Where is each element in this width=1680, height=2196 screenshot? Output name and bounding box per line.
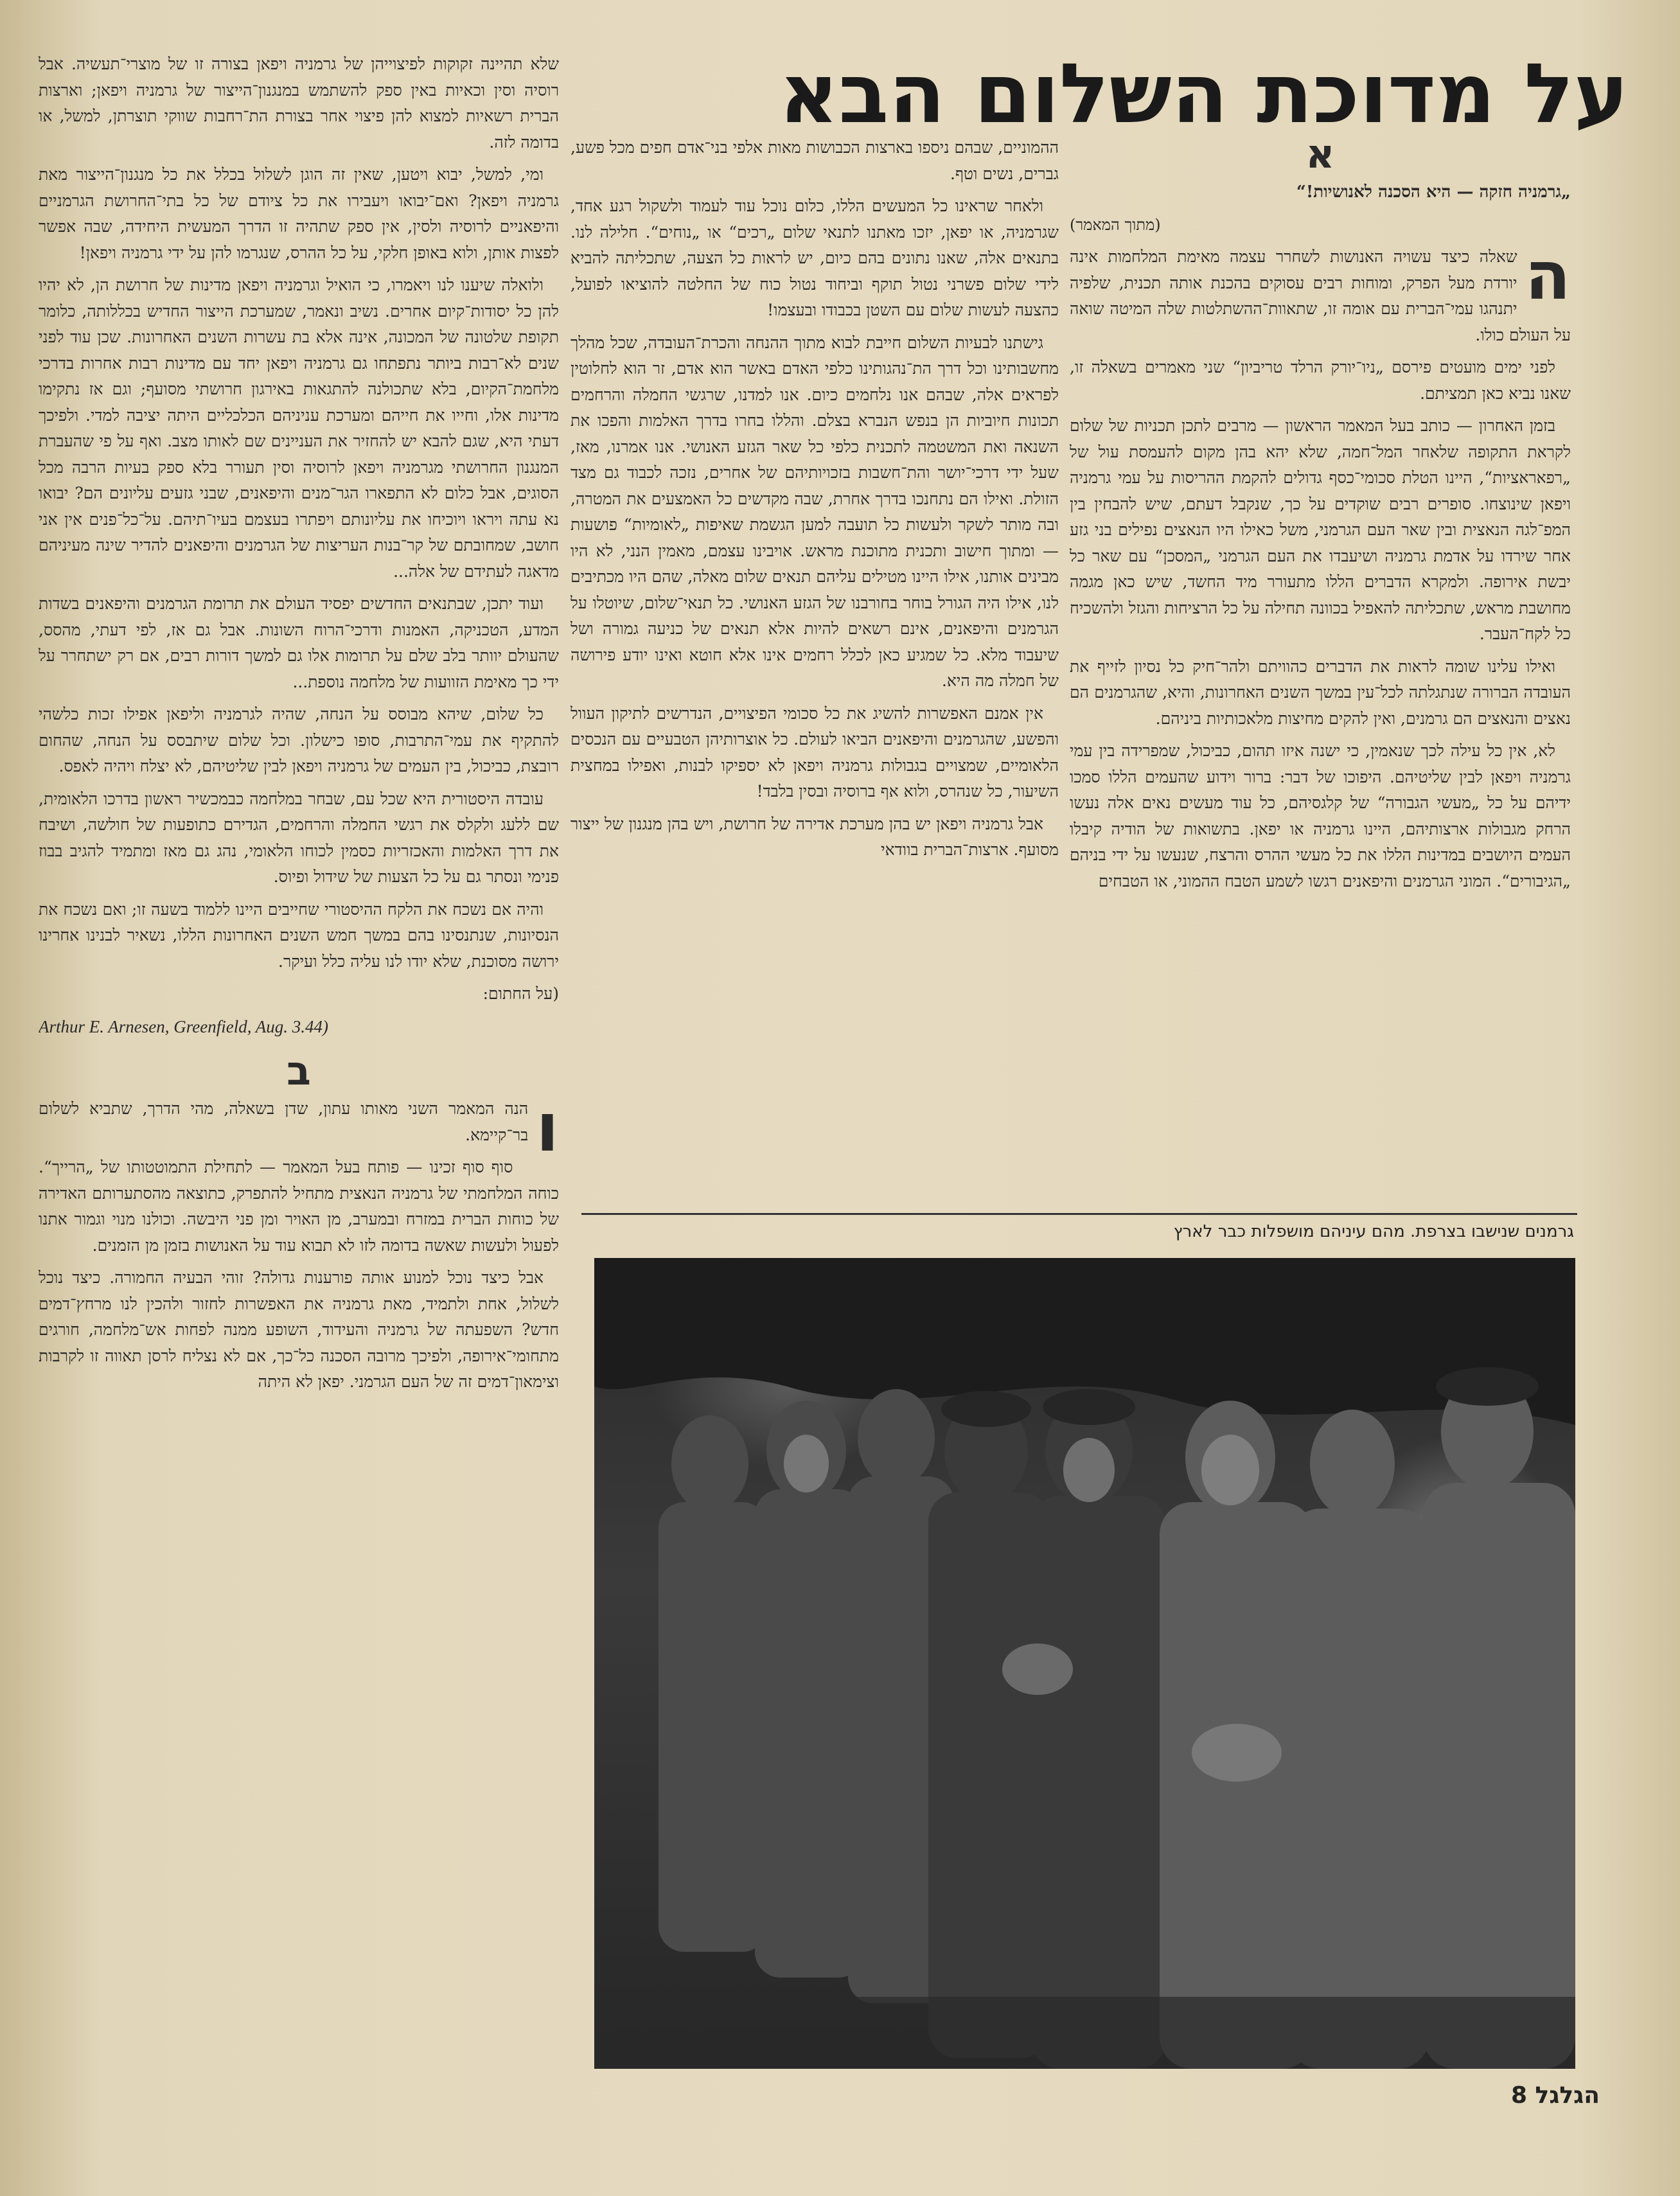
drop-cap: ו bbox=[536, 1088, 559, 1167]
paragraph: שלא תהיינה זקוקות לפיצוייהן של גרמניה ויפאן בצורה זו של מוצרי־תעשיה. אבל רוסיה וסין וכאיות באין ספק להשתמש במנגנון־הייצור של גרמניה ויפאן; וארצות הברית רשאיות למצוא להן פיצוי אחר בצורת הת־רחבות שווקי תוצרתן, למשל, או בדומה לזה. bbox=[39, 55, 559, 152]
paragraph: אבל כיצד נוכל למנוע אותה פורענות גדולה? זוהי הבעיה החמורה. כיצד נוכל לשלול, אחת ולתמיד, מאת גרמניה את האפשרות לחזור ולהכין לנו מרחץ־דמים חדש? השפעתה של גרמניה והעידוד, השופע ממנה לפחות אש־מלחמה, חורגים מתחומי־אירופה, ולפיכך מרובה הסכנה כל־כך, אם לא נצליח לרסן תאווה זו לקרבות וצימאון־דמים זה של העם הגרמני. יפאן לא היתה bbox=[39, 1268, 559, 1391]
paragraph: ועוד יתכן, שבתנאים החדשים יפסיד העולם את תרומת הגרמנים והיפאנים בשדות המדע, הטכניקה, האמנות ודרכי־הרוח השונות. אבל גם אז, לפי דעתי, מהסס, שהעולם יוותר בלב שלם על תרומות אלו גם למשך דורות רבים, אם רק ישתחרר על ידי כך מאימת הזוועות של מלחמה נוספת... bbox=[39, 594, 559, 691]
column-2 bbox=[570, 135, 1059, 1205]
drop-cap: ה bbox=[1525, 236, 1571, 315]
paragraph: כל שלום, שיהא מבוסס על הנחה, שהיה לגרמניה וליפאן אפילו זכות כלשהי להתקיף את עמי־התרבות, סופו כישלון. וכל שלום שיתבסס על הנחה, שהחום רובצת, כביכול, בין העמים של גרמניה ויפאן לבין שליטיהם, לא יצלח ויהיה לאפס. bbox=[39, 705, 559, 775]
paragraph: גישתנו לבעיות השלום חייבת לבוא מתוך ההנחה והכרת־העובדה, שכל מהלך מחשבותינו וכל דרך הת־נהגותינו כלפי האדם באשר הוא אדם, זר הוא לחלוטין לפראים אלה, שבהם אנו נלחמים כיום. אנו למדנו, שרגשי החמלה והרחמים תכונות חיוביות הן בנפש הנברא בצלם. והללו בחרו בדרך האלמות והפכו את השנאה ואת המשטמה לתכנית כלפי כל שאר הגזע האנושי. אנו אמרנו, מאז, שעל ידי דרכי־יושר והת־חשבות בזכויותיהם של אחרים, נזכה לכבוד גם מצד הזולת. ואילו הם נתחנכו בדרך אחרת, שבה מקדשים כל האמצעים את המטרה, ובה מותר לשקר ולעשות כל תועבה למען הגשמת שאיפות „לאומיות“ פושעות — ומתוך חישוב ותכנית מתוכנת מראש. אויבינו עצמם, מאמין הנני, לא היו מבינים אותנו, אילו היינו מטילים עליהם תנאים שלום מאלה, שהם היו מכתיבים לנו, אילו היה הגורל בוחר בחורבנו של הגזע האנושי. כל תנאי־שלום, שיוטלו על הגרמנים והיפאנים, אינם רשאים להיות אלא תנאים של כניעה גמורה ושל שיעבוד מלא. כל שמגיע כאן לכלל רחמים אינו אלא חוטא ואינו יודע פירושה של חמלה מה היא. bbox=[570, 333, 1059, 690]
column-1 bbox=[1070, 132, 1571, 1211]
paragraph: ו הנה המאמר השני מאותו עתון, שדן בשאלה, מהי הדרך, שתביא לשלום בר־קיימא. bbox=[39, 1088, 559, 1167]
paragraph: ולאחר שראינו כל המעשים הללו, כלום נוכל עוד לעמוד ולשקול רגע אחד, שגרמניה, או יפאן, יזכו מאתנו לתנאי שלום „רכים“ או „נוחים“. חלילה לנו. בתנאים אלה, שאנו נתונים בהם כיום, יש לראות כל הצעה, שתכליתה להביא לידי שלום פשרני נטול תוקף וביחוד נטול כוח של החלטה להוציאו לפועל, כהצעה לעשות שלום עם השטן בכבודו ובעצמו! bbox=[570, 197, 1059, 319]
paragraph: עובדה היסטורית היא שכל עם, שבחר במלחמה כבמכשיר ראשון בדרכו הלאומית, שם ללעג ולקלס את רגשי החמלה והרחמים, הגדירם כתופעות של חולשה, ושיבח את דרך האלמות והאכזריות כסמין לכוחו הלאומי, נהג גם מאז ומתמיד להגיב בבוז פנימי ונסתר גם על כל הצעות של שידול ופיוס. bbox=[39, 789, 559, 886]
section-letter-b: ב bbox=[287, 1047, 311, 1094]
section-a-source-note: (מתוך המאמר) bbox=[1070, 215, 1161, 234]
paragraph: ולואלה שיענו לנו ויאמרו, כי הואיל וגרמניה ויפאן מדינות של חרושת הן, לא יהיו להן כל יסודות־קיום אחרים. נשיב ונאמר, שמערכת הייצור החדיש בכללותה, כלומר תקופת שלטונה של המכונה, אינה אלא בת עשרות השנים האחרונות. שכן עוד לפני שנים לא־רבות ביותר נתפתחו גם גרמניה ויפאן יחד עם מדינות רבות אחרות בדרכי מלחמת־הקיום, בלא שתכולנה להתגאות באירגון חרושתי מסועף; וגם אז נתקימו מדינות אלו, וחייו את חייהם ומערכת עניניהם הכלכליים היתה יציבה למדי. ולפיכך דעתי היא, שגם להבא יש להחזיר את העניינים שם לאותו מצב. ואף על פי שהעברת המנגנון החרושתי מגרמניה ויפאן לרוסיה וסין תעורר בלא ספק בעיות הרבה מכל הסוגים, אבל כלום לא התפארו הגר־מנים והיפאנים, שבני גזעים עליונים הם? יבואו נא עתה ויראו ויוכיחו את עליונותם ויפתרו בעצמם בעיו־תיהם. על־כל־פנים אין אני חושב, שמחובתם של קר־בנות העריצות של הגרמנים והיפאנים להדיר שינה מעיניהם מדאגה לעתידם של אלה... bbox=[39, 276, 559, 581]
section-letter-a: א bbox=[1305, 132, 1335, 177]
paragraph: אבל גרמניה ויפאן יש בהן מערכת אדירה של חרושת, ויש בהן מנגנון של ייצור מסועף. ארצות־הברית בוודאי bbox=[570, 814, 1059, 859]
column-3 bbox=[39, 51, 559, 2107]
paragraph: לפני ימים מועטים פירסם „ניו־יורק הרלד טריביון“ שני מאמרים בשאלה זו, שאנו נביא כאן תמציתם. bbox=[1070, 358, 1571, 403]
paragraph: ומי, למשל, יבוא ויטען, שאין זה הוגן לשלול בכלל את כל מנגנון־הייצור מאת גרמניה ויפאן? ואם־יבואו ויעבירו את כל ציודם של כל בתי־החרושת הגרמניים והיפאניים לרוסיה ולסין, אין ספק שתהיה זו הדרך המעשית היחידה, שבה אפשר לפצות אותן, ולוא באופן חלקי, על כל ההרס, שנגרמו להן על ידי גרמניה ויפאן! bbox=[39, 165, 559, 262]
article-title: על מדוכת השלום הבא bbox=[779, 46, 1629, 142]
paragraph: ההמוניים, שבהם ניספו בארצות הכבושות מאות אלפי בני־אדם חפים מכל פשע, גברים, נשים וטף. bbox=[570, 138, 1059, 183]
byline: Arthur E. Arnesen, Greenfield, Aug. 3.44) bbox=[39, 1016, 328, 1036]
signature-note: (על החתום: bbox=[482, 984, 559, 1003]
paragraph: ה שאלה כיצד עשויה האנושות לשחרר עצמה מאימת המלחמות אינה יורדת מעל הפרק, ומוחות רבים עסוקים בהכנת אותה תכנית, שלפיה יתנהגו עמי־הברית עם אומה זו, שתאוות־ההשתלטות שלה המיטה שואה על העולם כולו. bbox=[1070, 236, 1571, 344]
paragraph: אין אמנם האפשרות להשיג את כל סכומי הפיצויים, הנדרשים לתיקון העוול והפשע, שהגרמנים והיפאנים הביאו לעולם. כל אוצרותיהן הטבעיים עם הנכסים הלאומיים, שמצויים בגבולות גרמניה ויפאן לא יספיקו לבנות, ואפילו במחצית השיעור, כל שנהרס, ולוא אף ברוסיה ובסין בלבד! bbox=[570, 704, 1059, 801]
paragraph: ואילו עלינו שומה לראות את הדברים כהוויתם ולהר־חיק כל נסיון לזייף את העובדה הברורה שנתגלתה לכל־עין במשך השנים האחרונות, והיא, שהגרמנים הם נאצים והנאצים הם גרמנים, ואין להקים מחיצות מלאכותיות ביניהם. bbox=[1070, 657, 1571, 728]
photo-german-prisoners bbox=[594, 1258, 1575, 2069]
paragraph: לא, אין כל עילה לכך שנאמין, כי ישנה איזו תהום, כביכול, שמפרידה בין עמי גרמניה ויפאן לבין שליטיהם. היפוכו של דבר: ברור וידוע שהעמים הללו סמכו ידיהם על כל „מעשי הגבורה“ של קלגסיהם, כל עוד מעשים נאים אלה נעשו הרחק מגבולות ארצותיהם, היינו גרמניה או יפאן. בתשואות של הודיה קיבלו העמים היושבים במדינות הללו את כל מעשי ההרס והרצח, שנעשו על ידי בניהם „הגיבורים“. המוני הגרמנים והיפאנים רגשו לשמע הטבח ההמוני, או הטבחים bbox=[1070, 741, 1571, 890]
photo-caption: גרמנים שנישבו בצרפת. מהם עיניהם מושפלות כבר לארץ bbox=[1173, 1222, 1574, 1241]
caption-rule bbox=[581, 1213, 1577, 1215]
paragraph: בזמן האחרון — כותב בעל המאמר הראשון — מרבים לתכן תכניות של שלום לקראת התקופה שלאחר המל־חמה, שלא יהא בהן מקום להעמסת עול של „רפאראציות“, היינו הטלת סכומי־כסף גדולים להקמת ההריסות על עמי גרמניה ויפאן שינוצחו. סופרים רבים שוקדים על כך, שנקבל דעתם, שיש להבחין בין המפ־לגה הנאצית ובין שאר העם הגרמני, משל כאילו היו הנאצים נפילים בני גזע אחר שירדו על אדמת גרמניה ושיעבדו את העם הגרמני „המסכן“ עם שאר כל יבשת אירופה. ולמקרא הדברים הללו מתעורר מיד החשד, שיש כאן מגמה מחושבת מראש, שתכליתה להאפיל בכוונה תחילה על כל הרציחות והגזל ולהשכיח כל לקח־העבר. bbox=[1070, 416, 1571, 643]
paragraph: והיה אם נשכח את הלקח ההיסטורי שחייבים היינו ללמוד בשעה זו; ואם נשכח את הנסיונות, שנתנסינו בהם במשך חמש השנים האחרונות הללו, נשאיר לבנינו אחרינו ירושה מסוכנת, שלא יודו לנו עליה כלל ועיקר. bbox=[39, 899, 559, 971]
page-footer: הגלגל 8 bbox=[1510, 2082, 1600, 2109]
section-a-subhead: „גרמניה חזקה — היא הסכנה לאנושיות!“ bbox=[1296, 182, 1571, 202]
paragraph: סוף סוף זכינו — פותח בעל המאמר — לתחילת התמוטטותו של „הרייך“. כוחה המלחמתי של גרמניה הנאצית מתחיל להתפרק, כתוצאה מהסתערותם האדירה של כוחות הברית במזרח ובמערב, מן האויר ומן פני היבשה. וכולנו מנוי וגמור אתנו לפעול ולעשות שאשה בדומה לזו לא תבוא עוד על האנושות בזמן מן הזמנים. bbox=[39, 1158, 559, 1255]
photo-figures bbox=[594, 1258, 1575, 2069]
